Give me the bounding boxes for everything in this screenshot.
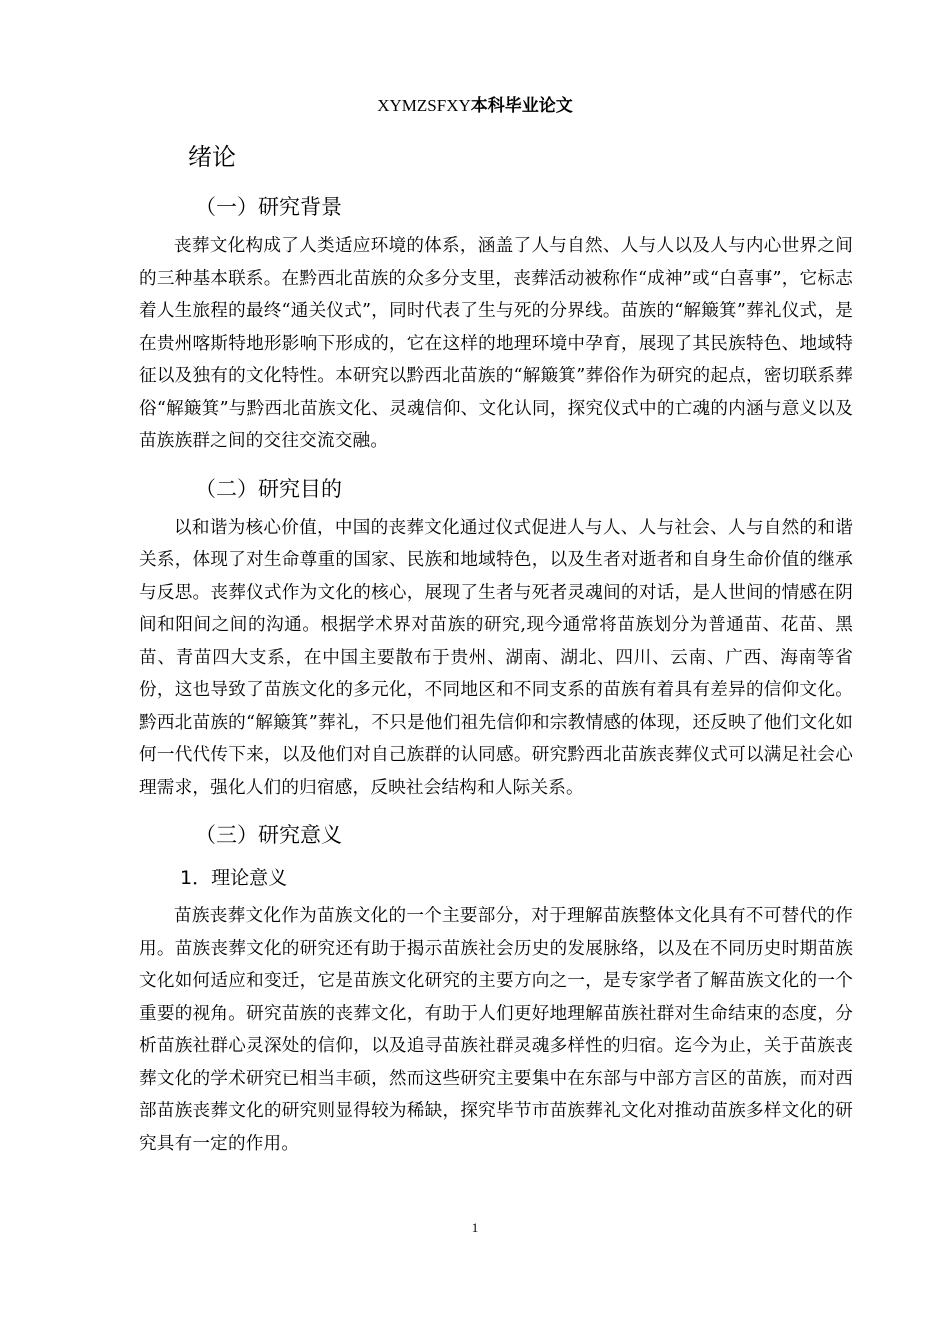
- chapter-title: 绪论: [188, 143, 236, 171]
- page-number: 1: [471, 1220, 479, 1235]
- section-paragraph-background: 丧葬文化构成了人类适应环境的体系，涵盖了人与自然、人与人以及人与内心世界之间的三种基本联系。在黔西北苗族的众多分支里，丧葬活动被称作“成神”或“白喜事”，它标志着人生旅程的最终“通关仪式”，同时代表了生与死的分界线。苗族的“解簸箕”葬礼仪式，是在贵州喀斯特地形影响下形成的，它在这样的地理环境中孕育，展现了其民族特色、地域特征以及独有的文化特性。本研究以黔西北苗族的“解簸箕”葬俗作为研究的起点，密切联系葬俗“解簸箕”与黔西北苗族文化、灵魂信仰、文化认同，探究仪式中的亡魂的内涵与意义以及苗族族群之间的交往交流交融。: [139, 236, 853, 451]
- section-heading-background: （一）研究背景: [195, 195, 342, 219]
- subsection-heading-theory: 1．理论意义: [180, 867, 288, 889]
- section-paragraph-purpose: 以和谐为核心价值，中国的丧葬文化通过仪式促进人与人、人与社会、人与自然的和谐关系，体现了对生命尊重的国家、民族和地域特色，以及生者对逝者和自身生命价值的继承与反思。丧葬仪式作为文化的核心，展现了生者与死者灵魂间的对话，是人世间的情感在阴间和阳间之间的沟通。根据学术界对苗族的研究,现今通常将苗族划分为普通苗、花苗、黑苗、青苗四大支系，在中国主要散布于贵州、湖南、湖北、四川、云南、广西、海南等省份，这也导致了苗族文化的多元化，不同地区和不同支系的苗族有着具有差异的信仰文化。黔西北苗族的“解簸箕”葬礼，不只是他们祖先信仰和宗教情感的体现，还反映了他们文化如何一代代传下来，以及他们对自己族群的认同感。研究黔西北苗族丧葬仪式可以满足社会心理需求，强化人们的归宿感，反映社会结构和人际关系。: [139, 517, 853, 798]
- running-header: [0, 94, 950, 118]
- section-heading-purpose: （二）研究目的: [195, 476, 342, 501]
- section-paragraph-theory: 苗族丧葬文化作为苗族文化的一个主要部分，对于理解苗族整体文化具有不可替代的作用。苗族丧葬文化的研究还有助于揭示苗族社会历史的发展脉络，以及在不同历史时期苗族文化如何适应和变迁，它是苗族文化研究的主要方向之一，是专家学者了解苗族文化的一个重要的视角。研究苗族的丧葬文化，有助于人们更好地理解苗族社群对生命结束的态度，分析苗族社群心灵深处的信仰，以及追寻苗族社群灵魂多样性的归宿。迄今为止，关于苗族丧葬文化的学术研究已相当丰硕，然而这些研究主要集中在东部与中部方言区的苗族，而对西部苗族丧葬文化的研究则显得较为稀缺，探究毕节市苗族葬礼文化对推动苗族多样文化的研究具有一定的作用。: [139, 906, 853, 1154]
- section-heading-significance: （三）研究意义: [195, 823, 342, 847]
- header-label: 本科毕业论文: [470, 96, 573, 116]
- header-code: XYMZSFXY: [377, 96, 471, 115]
- page-content: [139, 138, 853, 1160]
